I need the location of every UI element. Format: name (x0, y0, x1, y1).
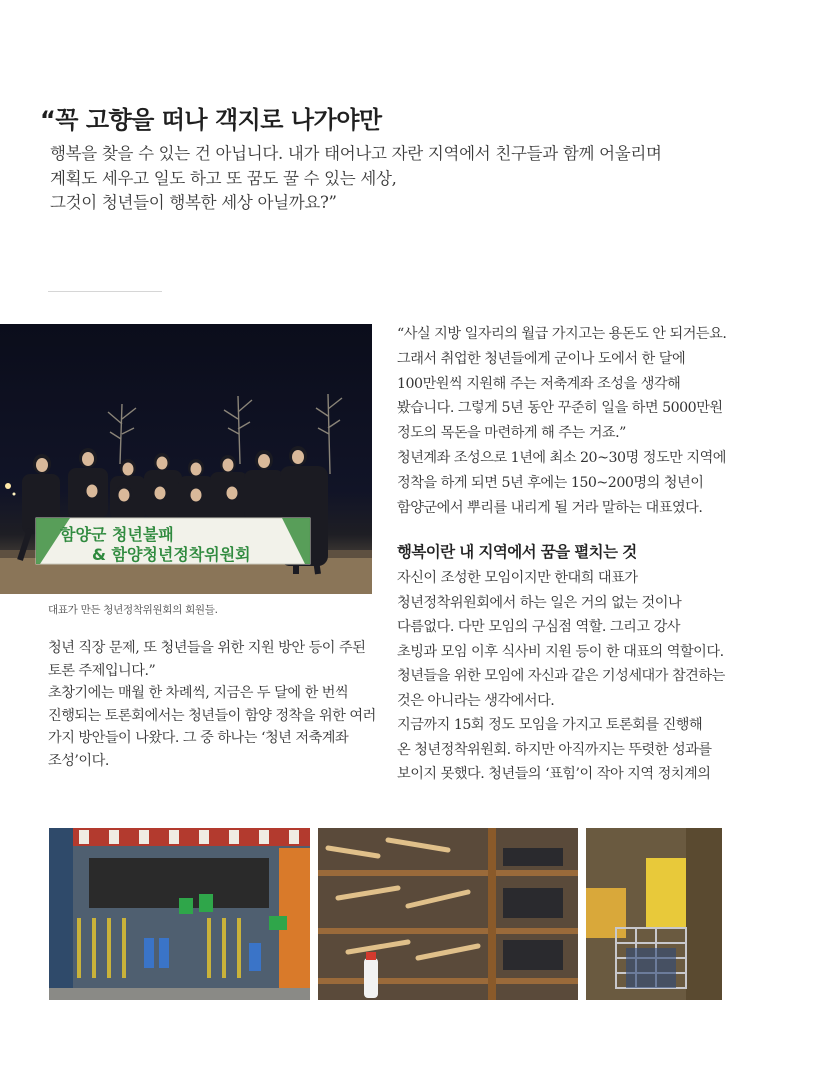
section-subheading: 행복이란 내 지역에서 꿈을 펼치는 것 (397, 543, 637, 561)
body-text-right-bottom (397, 566, 727, 787)
body-line: 것은 아니라는 생각에서다. (397, 692, 555, 709)
body-line: 봤습니다. 그렇게 5년 동안 꾸준히 일을 하면 5000만원 (397, 400, 723, 417)
body-line: 청년들을 위한 모임에 자신과 같은 기성세대가 참견하는 (397, 668, 725, 684)
body-line: 청년정착위원회에서 하는 일은 거의 없는 것이나 (397, 594, 682, 611)
body-line: 가지 방안들이 나왔다. 그 중 하나는 ‘청년 저축계좌 (48, 730, 349, 746)
body-line: 초빙과 모임 이후 식사비 지원 등이 한 대표의 역할이다. (397, 643, 724, 660)
banner-text-line2: & 함양청년정착위원회 (92, 545, 251, 564)
intro-line: 그것이 청년들이 행복한 세상 아닐까요?” (50, 193, 337, 212)
body-line: 토론 주제입니다.” (48, 662, 156, 679)
body-line: 온 청년정착위원회. 하지만 아직까지는 뚜렷한 성과를 (397, 741, 712, 758)
market-stall-illustration (49, 828, 310, 1000)
article-headline: “꼭 고향을 떠나 객지로 나가야만 (40, 106, 382, 134)
group-photo (0, 324, 372, 594)
banner-text-line1: 함양군 청년불패 (60, 525, 174, 544)
body-line: 조성’이다. (48, 752, 109, 769)
body-line: 보이지 못했다. 청년들의 ‘표힘’이 작아 지역 정치계의 (397, 766, 711, 782)
body-line: 100만원씩 지원해 주는 저축계좌 조성을 생각해 (397, 375, 681, 392)
body-line: 초창기에는 매월 한 차례씩, 지금은 두 달에 한 번씩 (48, 685, 349, 701)
tool-shelf-illustration (318, 828, 578, 1000)
intro-line: 행복을 찾을 수 있는 건 아닙니다. 내가 태어나고 자란 지역에서 친구들과 함께 어울리며 (50, 144, 662, 163)
body-line: 진행되는 토론회에서는 청년들이 함양 정착을 위한 여러 (48, 707, 376, 724)
hardware-store-photo (586, 828, 722, 1000)
intro-quote (50, 142, 790, 216)
body-line: 그래서 취업한 청년들에게 군이나 도에서 한 달에 (397, 350, 686, 367)
body-line: 정도의 목돈을 마련하게 해 주는 거죠.” (397, 425, 626, 442)
body-text-right-top (397, 322, 727, 520)
body-line: 청년계좌 조성으로 1년에 최소 20~30명 정도만 지역에 (397, 449, 726, 466)
body-line: 지금까지 15회 정도 모임을 가지고 토론회를 진행해 (397, 717, 703, 733)
section-divider (48, 291, 162, 292)
body-line: “사실 지방 일자리의 월급 가지고는 용돈도 안 되거든요. (397, 326, 727, 342)
body-line: 다름없다. 다만 모임의 구심점 역할. 그리고 강사 (397, 619, 680, 635)
body-line: 정착을 하게 되면 5년 후에는 150~200명의 청년이 (397, 474, 704, 491)
market-stall-photo (49, 828, 310, 1000)
body-line: 함양군에서 뿌리를 내리게 될 거라 말하는 대표였다. (397, 499, 703, 516)
body-text-left (48, 637, 378, 772)
body-line: 청년 직장 문제, 또 청년들을 위한 지원 방안 등이 주된 (48, 640, 366, 656)
photo-caption: 대표가 만든 청년정착위원회의 회원들. (48, 604, 218, 616)
hardware-store-illustration (586, 828, 722, 1000)
body-line: 자신이 조성한 모임이지만 한대희 대표가 (397, 570, 638, 586)
intro-line: 계획도 세우고 일도 하고 또 꿈도 꿀 수 있는 세상, (50, 168, 397, 188)
tool-shelf-photo (318, 828, 578, 1000)
